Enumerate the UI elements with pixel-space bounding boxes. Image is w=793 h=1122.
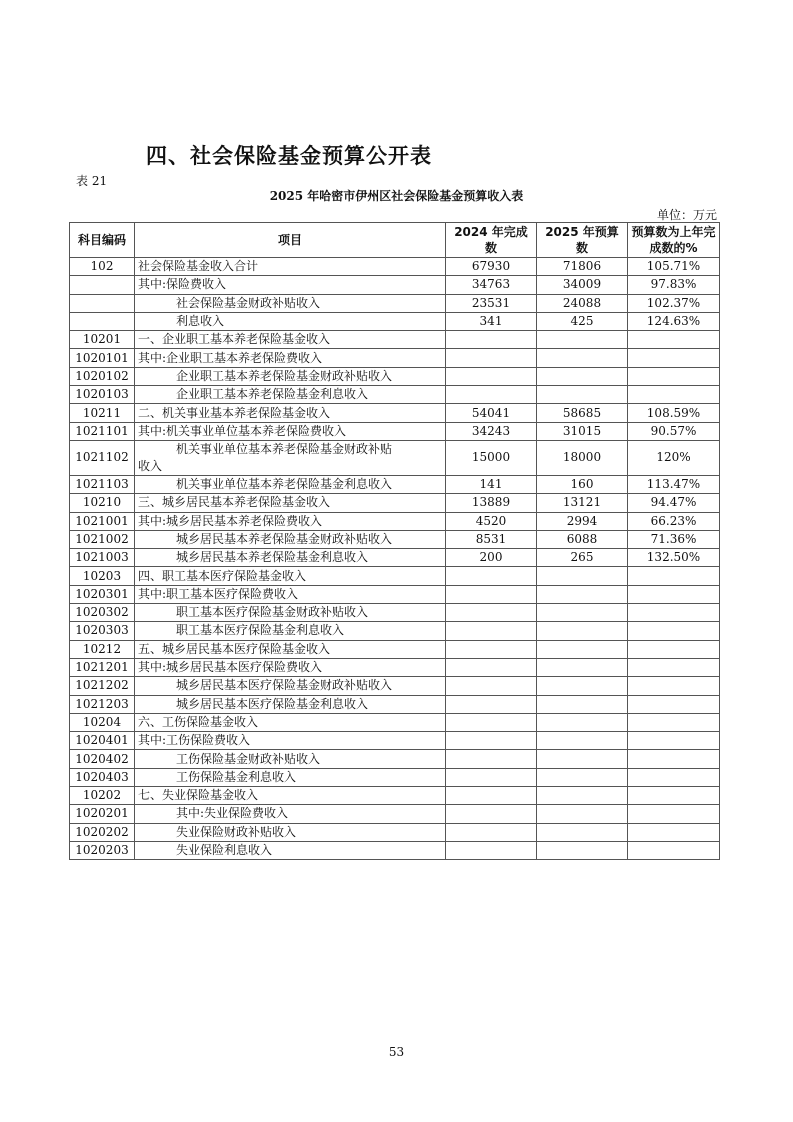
cell-code: 1020103 xyxy=(70,386,135,404)
table-row xyxy=(70,349,720,367)
table-row xyxy=(70,585,720,603)
cell-item: 企业职工基本养老保险基金财政补贴收入 xyxy=(135,367,446,385)
cell-2024: 13889 xyxy=(446,494,537,512)
table-row xyxy=(70,658,720,676)
cell-item: 职工基本医疗保险基金财政补贴收入 xyxy=(135,604,446,622)
cell-2025 xyxy=(537,604,628,622)
cell-2024 xyxy=(446,713,537,731)
page-number: 53 xyxy=(388,1045,405,1059)
table-header-row xyxy=(70,223,720,258)
cell-item: 七、失业保险基金收入 xyxy=(135,787,446,805)
cell-2025: 18000 xyxy=(537,440,628,475)
cell-code xyxy=(70,312,135,330)
table-row xyxy=(70,258,720,276)
cell-percent: 71.36% xyxy=(628,530,720,548)
cell-2024 xyxy=(446,331,537,349)
cell-code: 1020403 xyxy=(70,768,135,786)
table-row xyxy=(70,549,720,567)
table-caption: 2025 年哈密市伊州区社会保险基金预算收入表 xyxy=(269,189,524,203)
cell-item: 城乡居民基本医疗保险基金财政补贴收入 xyxy=(135,677,446,695)
cell-item: 机关事业单位基本养老保险基金利息收入 xyxy=(135,475,446,493)
cell-percent xyxy=(628,768,720,786)
cell-2025: 6088 xyxy=(537,530,628,548)
cell-item-line2: 收入 xyxy=(138,458,163,473)
cell-percent: 132.50% xyxy=(628,549,720,567)
page-heading: 四、社会保险基金预算公开表 xyxy=(146,144,432,168)
cell-2025 xyxy=(537,713,628,731)
cell-2024 xyxy=(446,732,537,750)
budget-table xyxy=(69,222,720,860)
cell-2024: 8531 xyxy=(446,530,537,548)
column-header-code: 科目编码 xyxy=(70,223,135,258)
cell-2024: 34243 xyxy=(446,422,537,440)
cell-percent: 90.57% xyxy=(628,422,720,440)
cell-item: 三、城乡居民基本养老保险基金收入 xyxy=(135,494,446,512)
cell-code: 1021203 xyxy=(70,695,135,713)
cell-2025: 2994 xyxy=(537,512,628,530)
cell-2025 xyxy=(537,805,628,823)
cell-code: 1021202 xyxy=(70,677,135,695)
cell-code: 1020203 xyxy=(70,841,135,859)
cell-2025 xyxy=(537,585,628,603)
table-row xyxy=(70,422,720,440)
cell-code: 1020201 xyxy=(70,805,135,823)
cell-percent: 120% xyxy=(628,440,720,475)
cell-2024 xyxy=(446,567,537,585)
cell-code: 1020402 xyxy=(70,750,135,768)
cell-percent: 113.47% xyxy=(628,475,720,493)
cell-2024 xyxy=(446,768,537,786)
cell-2025: 31015 xyxy=(537,422,628,440)
cell-code xyxy=(70,294,135,312)
cell-code: 1020101 xyxy=(70,349,135,367)
cell-percent: 66.23% xyxy=(628,512,720,530)
cell-code: 10211 xyxy=(70,404,135,422)
table-row xyxy=(70,695,720,713)
cell-item: 职工基本医疗保险基金利息收入 xyxy=(135,622,446,640)
cell-2025 xyxy=(537,750,628,768)
cell-percent xyxy=(628,331,720,349)
cell-2024: 23531 xyxy=(446,294,537,312)
cell-2025: 71806 xyxy=(537,258,628,276)
cell-code: 1021102 xyxy=(70,440,135,475)
column-header-percent: 预算数为上年完成数的% xyxy=(628,223,720,258)
cell-2024 xyxy=(446,585,537,603)
cell-percent xyxy=(628,349,720,367)
table-row xyxy=(70,604,720,622)
cell-item: 其中:城乡居民基本医疗保险费收入 xyxy=(135,658,446,676)
cell-percent xyxy=(628,732,720,750)
column-header-item: 项目 xyxy=(135,223,446,258)
cell-percent xyxy=(628,841,720,859)
cell-2024: 141 xyxy=(446,475,537,493)
cell-item: 工伤保险基金财政补贴收入 xyxy=(135,750,446,768)
cell-code: 1021003 xyxy=(70,549,135,567)
cell-item: 城乡居民基本养老保险基金财政补贴收入 xyxy=(135,530,446,548)
cell-percent xyxy=(628,640,720,658)
table-row xyxy=(70,312,720,330)
cell-percent xyxy=(628,695,720,713)
cell-item: 一、企业职工基本养老保险基金收入 xyxy=(135,331,446,349)
cell-code: 1021101 xyxy=(70,422,135,440)
cell-code: 10203 xyxy=(70,567,135,585)
cell-2024 xyxy=(446,677,537,695)
table-row xyxy=(70,677,720,695)
cell-2025: 24088 xyxy=(537,294,628,312)
cell-2025 xyxy=(537,841,628,859)
cell-percent: 94.47% xyxy=(628,494,720,512)
table-row xyxy=(70,732,720,750)
cell-code: 10201 xyxy=(70,331,135,349)
table-row xyxy=(70,823,720,841)
table-row xyxy=(70,512,720,530)
cell-2024: 4520 xyxy=(446,512,537,530)
cell-2025 xyxy=(537,349,628,367)
cell-2024: 54041 xyxy=(446,404,537,422)
cell-item: 其中:城乡居民基本养老保险费收入 xyxy=(135,512,446,530)
cell-2024 xyxy=(446,787,537,805)
table-row xyxy=(70,276,720,294)
table-row xyxy=(70,440,720,475)
table-row xyxy=(70,331,720,349)
table-row xyxy=(70,713,720,731)
cell-2024 xyxy=(446,823,537,841)
cell-percent xyxy=(628,750,720,768)
unit-label: 单位：万元 xyxy=(656,208,717,222)
cell-item: 工伤保险基金利息收入 xyxy=(135,768,446,786)
cell-percent: 102.37% xyxy=(628,294,720,312)
cell-percent xyxy=(628,805,720,823)
cell-percent: 108.59% xyxy=(628,404,720,422)
cell-code: 1020302 xyxy=(70,604,135,622)
cell-2024: 15000 xyxy=(446,440,537,475)
table-row xyxy=(70,567,720,585)
table-row xyxy=(70,530,720,548)
cell-2025 xyxy=(537,658,628,676)
cell-percent: 124.63% xyxy=(628,312,720,330)
cell-2025: 425 xyxy=(537,312,628,330)
cell-percent: 105.71% xyxy=(628,258,720,276)
cell-item: 社会保险基金收入合计 xyxy=(135,258,446,276)
cell-2025 xyxy=(537,386,628,404)
cell-code: 1021103 xyxy=(70,475,135,493)
cell-item: 其中:工伤保险费收入 xyxy=(135,732,446,750)
table-row xyxy=(70,494,720,512)
cell-item: 其中:失业保险费收入 xyxy=(135,805,446,823)
cell-2024 xyxy=(446,658,537,676)
cell-2025: 58685 xyxy=(537,404,628,422)
cell-2025 xyxy=(537,640,628,658)
cell-item: 失业保险财政补贴收入 xyxy=(135,823,446,841)
cell-item-line1: 机关事业单位基本养老保险基金财政补贴 xyxy=(176,441,393,456)
cell-percent xyxy=(628,787,720,805)
table-row xyxy=(70,805,720,823)
table-row xyxy=(70,404,720,422)
cell-code: 10204 xyxy=(70,713,135,731)
cell-item: 利息收入 xyxy=(135,312,446,330)
cell-2024 xyxy=(446,695,537,713)
cell-item: 社会保险基金财政补贴收入 xyxy=(135,294,446,312)
cell-2024 xyxy=(446,750,537,768)
cell-code xyxy=(70,276,135,294)
cell-2024 xyxy=(446,841,537,859)
table-row xyxy=(70,768,720,786)
cell-item: 二、机关事业基本养老保险基金收入 xyxy=(135,404,446,422)
cell-code: 10202 xyxy=(70,787,135,805)
cell-code: 102 xyxy=(70,258,135,276)
cell-2025 xyxy=(537,787,628,805)
cell-2024 xyxy=(446,349,537,367)
cell-percent: 97.83% xyxy=(628,276,720,294)
table-row xyxy=(70,294,720,312)
table-row xyxy=(70,475,720,493)
cell-2024 xyxy=(446,367,537,385)
table-row xyxy=(70,386,720,404)
table-number: 表 21 xyxy=(76,174,108,188)
cell-item: 城乡居民基本养老保险基金利息收入 xyxy=(135,549,446,567)
cell-item: 企业职工基本养老保险基金利息收入 xyxy=(135,386,446,404)
column-header-2024: 2024 年完成数 xyxy=(446,223,537,258)
cell-2025 xyxy=(537,567,628,585)
cell-code: 1020202 xyxy=(70,823,135,841)
cell-item: 城乡居民基本医疗保险基金利息收入 xyxy=(135,695,446,713)
cell-2024: 34763 xyxy=(446,276,537,294)
table-row xyxy=(70,622,720,640)
cell-2024 xyxy=(446,386,537,404)
cell-2024 xyxy=(446,604,537,622)
cell-item: 其中:职工基本医疗保险费收入 xyxy=(135,585,446,603)
cell-2025 xyxy=(537,622,628,640)
cell-code: 10212 xyxy=(70,640,135,658)
cell-2025 xyxy=(537,367,628,385)
cell-percent xyxy=(628,367,720,385)
column-header-2025: 2025 年预算数 xyxy=(537,223,628,258)
cell-item: 失业保险利息收入 xyxy=(135,841,446,859)
cell-item: 其中:企业职工基本养老保险费收入 xyxy=(135,349,446,367)
cell-percent xyxy=(628,386,720,404)
cell-percent xyxy=(628,658,720,676)
cell-2024 xyxy=(446,805,537,823)
cell-2025 xyxy=(537,695,628,713)
cell-item xyxy=(135,440,446,475)
cell-2024: 200 xyxy=(446,549,537,567)
cell-2024 xyxy=(446,622,537,640)
cell-item: 其中:保险费收入 xyxy=(135,276,446,294)
cell-item: 五、城乡居民基本医疗保险基金收入 xyxy=(135,640,446,658)
cell-code: 1021001 xyxy=(70,512,135,530)
table-row xyxy=(70,750,720,768)
cell-2025: 34009 xyxy=(537,276,628,294)
cell-percent xyxy=(628,567,720,585)
cell-2025 xyxy=(537,677,628,695)
cell-code: 1021002 xyxy=(70,530,135,548)
table-row xyxy=(70,841,720,859)
cell-item: 六、工伤保险基金收入 xyxy=(135,713,446,731)
cell-code: 10210 xyxy=(70,494,135,512)
cell-2024: 341 xyxy=(446,312,537,330)
cell-2025 xyxy=(537,823,628,841)
cell-2025 xyxy=(537,768,628,786)
cell-percent xyxy=(628,585,720,603)
table-body xyxy=(70,258,720,860)
table-row xyxy=(70,787,720,805)
cell-2025: 265 xyxy=(537,549,628,567)
cell-code: 1020401 xyxy=(70,732,135,750)
cell-percent xyxy=(628,604,720,622)
cell-code: 1021201 xyxy=(70,658,135,676)
cell-2024 xyxy=(446,640,537,658)
cell-item: 四、职工基本医疗保险基金收入 xyxy=(135,567,446,585)
cell-2025: 13121 xyxy=(537,494,628,512)
cell-2025 xyxy=(537,331,628,349)
table-row xyxy=(70,367,720,385)
cell-code: 1020301 xyxy=(70,585,135,603)
cell-percent xyxy=(628,677,720,695)
cell-code: 1020102 xyxy=(70,367,135,385)
cell-item: 其中:机关事业单位基本养老保险费收入 xyxy=(135,422,446,440)
cell-2024: 67930 xyxy=(446,258,537,276)
cell-2025: 160 xyxy=(537,475,628,493)
cell-2025 xyxy=(537,732,628,750)
cell-percent xyxy=(628,823,720,841)
table-row xyxy=(70,640,720,658)
cell-percent xyxy=(628,713,720,731)
cell-percent xyxy=(628,622,720,640)
cell-code: 1020303 xyxy=(70,622,135,640)
